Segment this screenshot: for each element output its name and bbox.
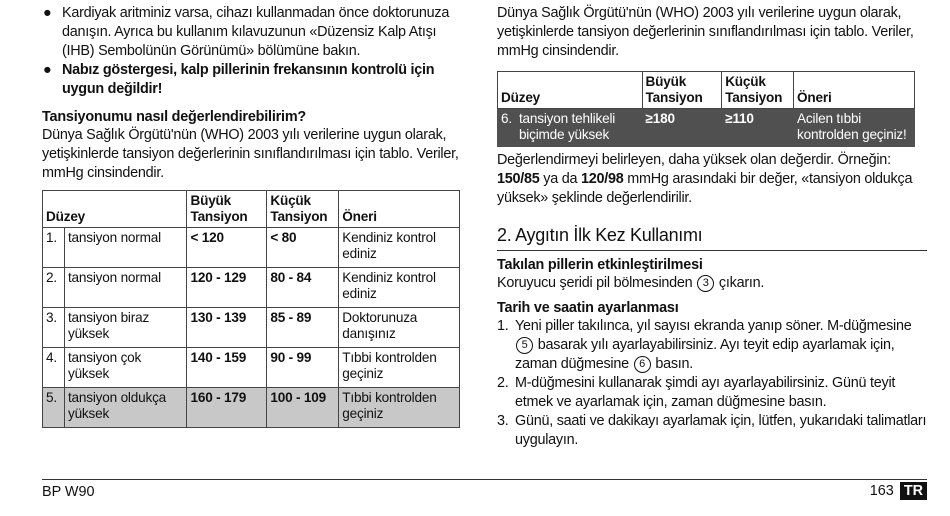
footer-model: BP W90 [42, 484, 95, 500]
footer-page [870, 482, 927, 500]
section-divider [497, 250, 927, 251]
subheading-datetime: Tarih ve saatin ayarlanması [497, 300, 679, 316]
table-header-row [498, 72, 915, 109]
list-item: 2. M-düğmesini kullanarak şimdi ayı ayarlayabilirsiniz. Günü teyit etmek ve ayarlamak için, zaman düğmesine basın. [497, 375, 896, 410]
row-number: 4. [43, 348, 65, 388]
header-advice: Öneri [794, 72, 915, 109]
table-row [43, 308, 460, 348]
row-systolic: < 120 [187, 228, 267, 268]
row-advice: Doktorunuza danışınız [339, 308, 460, 348]
row-systolic: ≥180 [642, 109, 722, 147]
row-advice: Tıbbi kontrolden geçiniz [339, 348, 460, 388]
evaluation-text: Değerlendirmeyi belirleyen, daha yüksek olan değerdir. Örneğin: 150/85 ya da 120/98 mmHg arasındaki bir değer, «tansiyon oldukça yüksek» şeklinde değerlendirilir. [497, 152, 913, 206]
right-column [497, 0, 927, 450]
callout-6-icon: 6 [634, 356, 651, 373]
bullet-text: Nabız göstergesi, kalp pillerinin frekansının kontrolü için uygun değildir! [62, 62, 435, 97]
row-number: 2. [43, 268, 65, 308]
row-level: tansiyon normal [64, 228, 187, 268]
row-diastolic: 90 - 99 [267, 348, 339, 388]
row-advice: Tıbbi kontrolden geçiniz [339, 388, 460, 428]
header-advice: Öneri [339, 191, 460, 228]
table-row [43, 388, 460, 428]
list-item: 1. Yeni piller takılınca, yıl sayısı ekranda yanıp söner. M-düğmesine 5 basarak yılı ayarlayabilirsiniz. Ayı teyit edip ayarlamak için, zaman düğmesine 6 basın. [497, 318, 912, 372]
section-heading: Tansiyonumu nasıl değerlendirebilirim? [42, 109, 307, 125]
header-diastolic: Küçük Tansiyon [267, 191, 339, 228]
table-row [43, 348, 460, 388]
bullet-icon: ● [43, 5, 52, 21]
table-row [43, 268, 460, 308]
row-advice: Kendiniz kontrol ediniz [339, 268, 460, 308]
row-level: tansiyon tehlikeli biçimde yüksek [515, 109, 642, 147]
language-badge: TR [900, 482, 927, 500]
page-number: 163 [869, 483, 894, 499]
bp-danger-table [497, 71, 915, 147]
table-row [498, 109, 915, 147]
callout-3-icon: 3 [697, 275, 714, 292]
batteries-text: Koruyucu şeridi pil bölmesinden 3 çıkarın. [497, 275, 765, 291]
table-header-row [43, 191, 460, 228]
row-diastolic: ≥110 [722, 109, 794, 147]
subheading-batteries: Takılan pillerin etkinleştirilmesi [497, 257, 703, 273]
intro-text: Dünya Sağlık Örgütü'nün (WHO) 2003 yılı verilerine uygun olarak, yetişkinlerde tansiyon değerlerinin sınıflandırılması için tablo. Veriler, mmHg cinsindendir. [42, 127, 459, 181]
row-systolic: 130 - 139 [187, 308, 267, 348]
list-item: 3. Günü, saati ve dakikayı ayarlamak için, lütfen, yukarıdaki talimatları uygulayın. [497, 413, 927, 448]
row-advice: Acilen tıbbi kontrolden geçiniz! [794, 109, 915, 147]
row-level: tansiyon çok yüksek [64, 348, 187, 388]
table-row [43, 228, 460, 268]
row-level: tansiyon normal [64, 268, 187, 308]
bullet-icon: ● [43, 62, 52, 78]
callout-5-icon: 5 [516, 337, 533, 354]
bullet-pacemaker [42, 61, 460, 99]
header-systolic: Büyük Tansiyon [642, 72, 722, 109]
row-systolic: 140 - 159 [187, 348, 267, 388]
footer-divider [42, 479, 927, 480]
row-diastolic: 85 - 89 [267, 308, 339, 348]
bp-classification-table [42, 190, 460, 428]
header-level: Düzey [498, 72, 643, 109]
section-title: 2. Aygıtın İlk Kez Kullanımı [497, 225, 703, 245]
header-level: Düzey [43, 191, 187, 228]
intro-text: Dünya Sağlık Örgütü'nün (WHO) 2003 yılı verilerine uygun olarak, yetişkinlerde tansiyon değerlerinin sınıflandırılması için tablo. Veriler, mmHg cinsindendir. [497, 5, 914, 59]
header-diastolic: Küçük Tansiyon [722, 72, 794, 109]
row-systolic: 120 - 129 [187, 268, 267, 308]
bullet-text: Kardiyak aritminiz varsa, cihazı kullanmadan önce doktorunuza danışın. Ayrıca bu kullanım kılavuzunun «Düzensiz Kalp Atışı (IHB) Sembolünün Görünümü» bölümüne bakın. [62, 5, 450, 59]
left-column [42, 0, 460, 428]
row-level: tansiyon oldukça yüksek [64, 388, 187, 428]
row-level: tansiyon biraz yüksek [64, 308, 187, 348]
row-number: 3. [43, 308, 65, 348]
row-number: 1. [43, 228, 65, 268]
row-number: 6. [498, 109, 516, 147]
row-advice: Kendiniz kontrol ediniz [339, 228, 460, 268]
header-systolic: Büyük Tansiyon [187, 191, 267, 228]
row-diastolic: 80 - 84 [267, 268, 339, 308]
row-diastolic: 100 - 109 [267, 388, 339, 428]
bullet-arrhythmia [42, 4, 460, 61]
row-number: 5. [43, 388, 65, 428]
row-systolic: 160 - 179 [187, 388, 267, 428]
row-diastolic: < 80 [267, 228, 339, 268]
